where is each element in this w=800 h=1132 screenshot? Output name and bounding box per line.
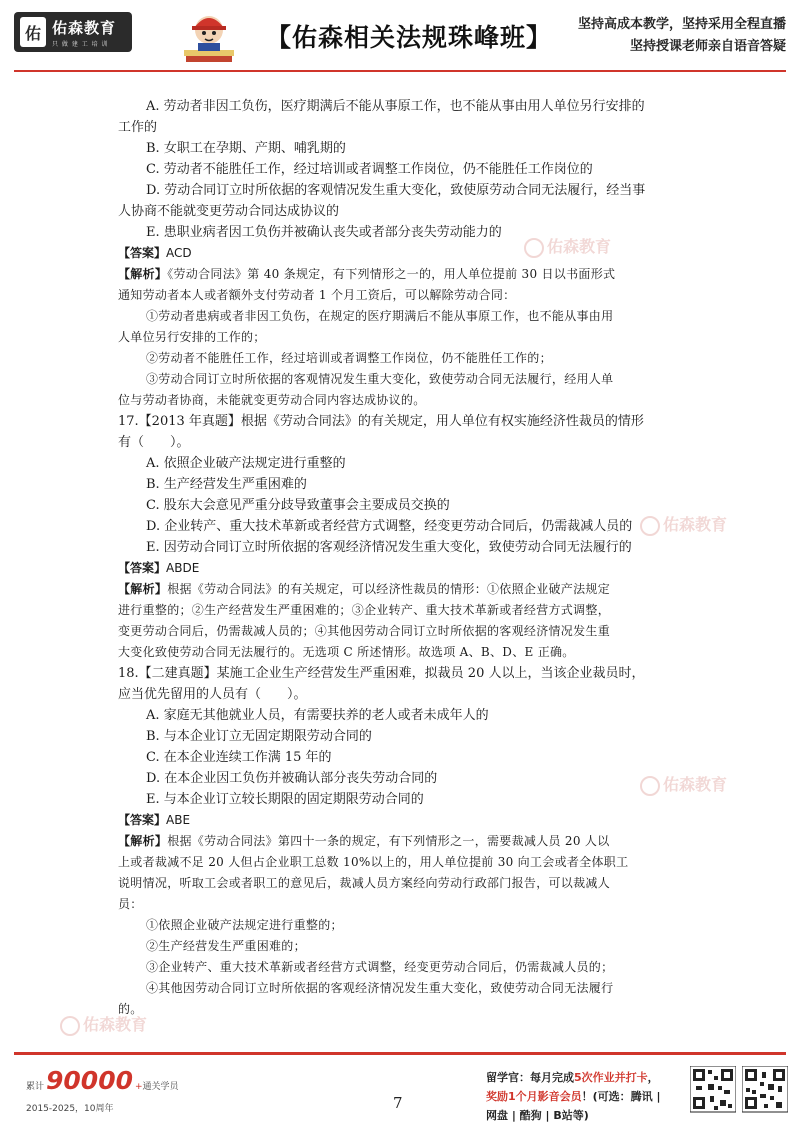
q18-answer bbox=[118, 810, 690, 831]
q18-exp-line: 员： bbox=[118, 897, 143, 911]
stats-suffix: 通关学员 bbox=[142, 1082, 179, 1092]
slogan-line-2: 坚持授课老师亲自语音答疑 bbox=[629, 39, 786, 54]
document-body bbox=[118, 96, 690, 1020]
q17-option-a: A. 依照企业破产法规定进行重整的 bbox=[146, 456, 346, 471]
q16-answer bbox=[118, 243, 690, 264]
q17-exp-line: 进行重整的；②生产经营发生严重困难的；③企业转产、重大技术革新或者经营方式调整， bbox=[118, 603, 611, 617]
q17-exp-line: 变更劳动合同后，仍需裁减人员的；④其他因劳动合同订立时所依据的客观经济情况发生重 bbox=[118, 624, 611, 638]
q18-exp-line: ④其他因劳动合同订立时所依据的客观经济情况发生重大变化，致使劳动合同无法履行 bbox=[146, 981, 614, 995]
q18-explanation: 【解析】根据《劳动合同法》第四十一条的规定，有下列情形之一，需要裁减人员 20 人以 bbox=[118, 834, 610, 848]
q16-explanation: 【解析】《劳动合同法》第 40 条规定，有下列情形之一的，用人单位提前 30 日以书面形式 bbox=[118, 267, 616, 281]
q18-option-a: A. 家庭无其他就业人员，有需要扶养的老人或者未成年人的 bbox=[146, 708, 489, 723]
q18-exp-line: ①依照企业破产法规定进行重整的； bbox=[146, 918, 343, 932]
stats-years: 2015-2025，10周年 bbox=[26, 1104, 114, 1114]
footer-divider bbox=[14, 1052, 786, 1055]
answer-tag: 【答案】 bbox=[118, 561, 167, 575]
mascot-icon bbox=[178, 6, 240, 66]
q16-exp-line: 位与劳动者协商，未能就变更劳动合同内容达成协议的。 bbox=[118, 393, 426, 407]
logo-mark: 佑 bbox=[20, 17, 46, 47]
slogan-line-1: 坚持高成本教学，坚持采用全程直播 bbox=[577, 17, 786, 32]
q17-option-d: D. 企业转产、重大技术革新或者经营方式调整，经变更劳动合同后，仍需裁减人员的 bbox=[146, 519, 633, 534]
q16-exp-line: ①劳动者患病或者非因工负伤，在规定的医疗期满后不能从事原工作，也不能从事由用 bbox=[146, 309, 614, 323]
q16-option-a-cont: 工作的 bbox=[118, 120, 158, 135]
q18-exp-line: 的。 bbox=[118, 1002, 143, 1016]
brand-logo bbox=[14, 12, 132, 52]
footer-stats bbox=[26, 1066, 179, 1114]
q17-stem: 17.【2013 年真题】根据《劳动合同法》的有关规定，用人单位有权实施经济性裁员的情形 bbox=[118, 414, 644, 429]
course-title: 【佑森相关法规珠峰班】 bbox=[266, 23, 553, 52]
q17-exp-line: 大变化致使劳动合同无法履行的。无选项 C 所述情形。故选项 A、B、D、E 正确。 bbox=[118, 645, 575, 659]
q16-option-e: E. 患职业病者因工负伤并被确认丧失或者部分丧失劳动能力的 bbox=[146, 225, 502, 240]
stats-plus: + bbox=[135, 1082, 143, 1092]
watermark-logo: 佑森教育 bbox=[640, 772, 727, 796]
q18-option-c: C. 在本企业连续工作满 15 年的 bbox=[146, 750, 332, 765]
q17-answer bbox=[118, 558, 690, 579]
q18-exp-line: 说明情况，听取工会或者职工的意见后，裁减人员方案经向劳动行政部门报告，可以裁减人 bbox=[118, 876, 611, 890]
q18-option-d: D. 在本企业因工负伤并被确认部分丧失劳动合同的 bbox=[146, 771, 438, 786]
logo-subtitle: 只 做 建 工 培 训 bbox=[52, 40, 109, 48]
q16-option-d: D. 劳动合同订立时所依据的客观情况发生重大变化，致使原劳动合同无法履行，经当事 bbox=[146, 183, 646, 198]
q16-option-b: B. 女职工在孕期、产期、哺乳期的 bbox=[146, 141, 346, 156]
page-number: 7 bbox=[393, 1094, 403, 1112]
footer-promo: 留学官：每月完成5次作业并打卡， 奖励1个月影音会员！(可选：腾讯 | 网盘 | 酷狗 | B站等) bbox=[486, 1071, 661, 1122]
q18-option-b: B. 与本企业订立无固定期限劳动合同的 bbox=[146, 729, 372, 744]
watermark-logo: 佑森教育 bbox=[640, 512, 727, 536]
stats-prefix: 累计 bbox=[26, 1082, 45, 1092]
q18-exp-line: 上或者裁减不足 20 人但占企业职工总数 10%以上的，用人单位提前 30 向工会或者全体职工 bbox=[118, 855, 629, 869]
q16-exp-line: ②劳动者不能胜任工作，经过培训或者调整工作岗位，仍不能胜任工作的； bbox=[146, 351, 552, 365]
explanation-tag: 【解析】 bbox=[118, 267, 168, 281]
explanation-tag: 【解析】 bbox=[118, 582, 168, 596]
answer-value: ABE bbox=[166, 813, 191, 827]
page-header bbox=[0, 0, 800, 72]
answer-value: ABDE bbox=[166, 561, 200, 575]
answer-tag: 【答案】 bbox=[118, 246, 167, 260]
watermark-logo: 佑森教育 bbox=[524, 234, 611, 258]
qr-code-icon bbox=[690, 1066, 736, 1122]
explanation-tag: 【解析】 bbox=[118, 834, 168, 848]
logo-name: 佑森教育 bbox=[52, 18, 117, 37]
q18-stem-cont: 应当优先留用的人员有（ ）。 bbox=[118, 687, 307, 702]
q18-exp-line: ②生产经营发生严重困难的； bbox=[146, 939, 306, 953]
header-slogans bbox=[578, 14, 786, 58]
q17-option-e: E. 因劳动合同订立时所依据的客观经济情况发生重大变化，致使劳动合同无法履行的 bbox=[146, 540, 632, 555]
stats-count: 90000 bbox=[46, 1066, 133, 1095]
q16-exp-line: 人单位另行安排的工作的； bbox=[118, 330, 266, 344]
q18-stem: 18.【二建真题】某施工企业生产经营发生严重困难，拟裁员 20 人以上，当该企业裁员时， bbox=[118, 666, 645, 681]
q16-exp-line: ③劳动合同订立时所依据的客观情况发生重大变化，致使劳动合同无法履行，经用人单 bbox=[146, 372, 614, 386]
q17-stem-cont: 有（ ）。 bbox=[118, 435, 190, 450]
header-divider bbox=[14, 70, 786, 72]
answer-tag: 【答案】 bbox=[118, 813, 167, 827]
q16-option-a: A. 劳动者非因工负伤，医疗期满后不能从事原工作，也不能从事由用人单位另行安排的 bbox=[146, 99, 645, 114]
q16-option-c: C. 劳动者不能胜任工作，经过培训或者调整工作岗位，仍不能胜任工作岗位的 bbox=[146, 162, 593, 177]
watermark-logo: 佑森教育 bbox=[60, 1012, 147, 1036]
qr-code-icon bbox=[742, 1066, 788, 1122]
q17-option-b: B. 生产经营发生严重困难的 bbox=[146, 477, 307, 492]
q17-explanation: 【解析】根据《劳动合同法》的有关规定，可以经济性裁员的情形：①依照企业破产法规定 bbox=[118, 582, 611, 596]
q18-option-e: E. 与本企业订立较长期限的固定期限劳动合同的 bbox=[146, 792, 424, 807]
q17-option-c: C. 股东大会意见严重分歧导致董事会主要成员交换的 bbox=[146, 498, 450, 513]
answer-value: ACD bbox=[166, 246, 192, 260]
q16-option-d-cont: 人协商不能就变更劳动合同达成协议的 bbox=[118, 204, 340, 219]
q18-exp-line: ③企业转产、重大技术革新或者经营方式调整，经变更劳动合同后，仍需裁减人员的； bbox=[146, 960, 614, 974]
q16-exp-line: 通知劳动者本人或者额外支付劳动者 1 个月工资后，可以解除劳动合同： bbox=[118, 288, 516, 302]
